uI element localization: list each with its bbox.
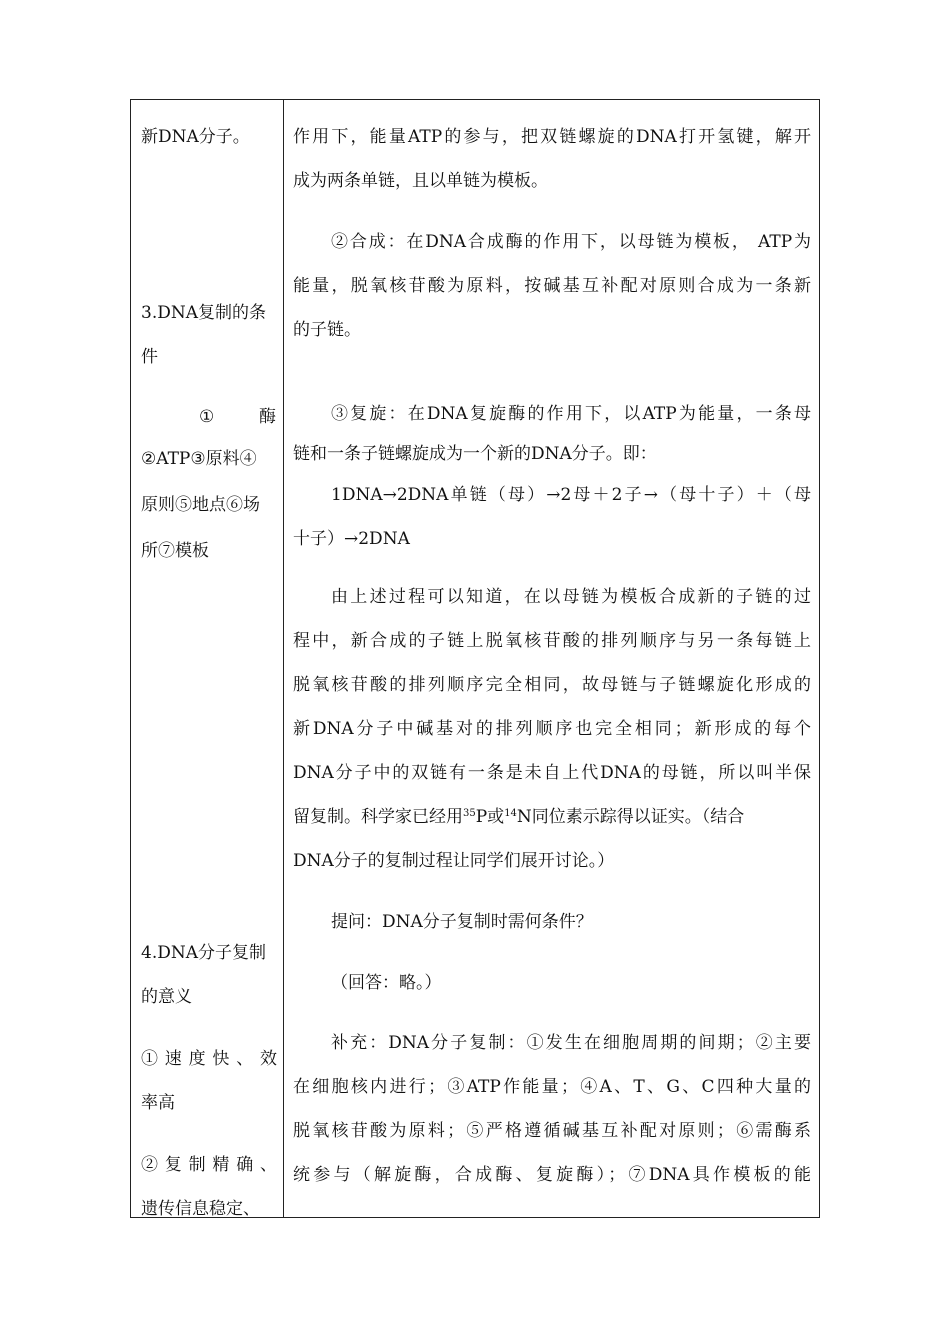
left-text-word: 酶 xyxy=(259,407,276,427)
body-text-line: 能量，脱氧核苷酸为原料，按碱基互补配对原则合成为一条新 xyxy=(293,276,811,296)
left-text-line: ②ATP③原料④ xyxy=(141,449,257,469)
body-text-line: 在细胞核内进行；③ATP作能量；④A、T、G、C四种大量的 xyxy=(293,1077,811,1097)
left-text-line: 率高 xyxy=(141,1093,175,1113)
body-text-line: 脱氧核苷酸为原料；⑤严格遵循碱基互补配对原则；⑥需酶系 xyxy=(293,1121,811,1141)
body-text-line: ②合成：在DNA合成酶的作用下，以母链为模板， ATP为 xyxy=(331,232,811,252)
body-text-line: 成为两条单链，且以单链为模板。 xyxy=(293,171,548,191)
body-text-line: 链和一条子链螺旋成为一个新的DNA分子。即： xyxy=(293,444,657,464)
body-text-line: 由上述过程可以知道，在以母链为模板合成新的子链的过 xyxy=(331,587,811,607)
content-table xyxy=(130,99,820,1218)
left-text-line: 遗传信息稳定、 xyxy=(141,1199,260,1219)
superscript-mass-number: 14 xyxy=(504,808,517,819)
body-text-line: 补充：DNA分子复制：①发生在细胞周期的间期；②主要 xyxy=(331,1033,811,1053)
section-heading-significance: 4.DNA分子复制 xyxy=(141,943,267,963)
body-text-line: ③复旋：在DNA复旋酶的作用下，以ATP为能量，一条母 xyxy=(331,404,811,424)
circled-number: ① xyxy=(199,407,215,427)
answer-line: （回答：略。） xyxy=(331,973,442,993)
body-text-line: 脱氧核苷酸的排列顺序完全相同，故母链与子链螺旋化形成的 xyxy=(293,675,811,695)
body-text-line: 的子链。 xyxy=(293,320,361,340)
body-text-line: DNA分子中的双链有一条是未自上代DNA的母链，所以叫半保 xyxy=(293,763,811,783)
body-text-line: 统参与（解旋酶，合成酶、复旋酶）；⑦DNA具作模板的能 xyxy=(293,1165,811,1185)
body-text-line: 作用下，能量ATP的参与，把双链螺旋的DNA打开氢键，解开 xyxy=(293,127,811,147)
left-text-line: 新DNA分子。 xyxy=(141,127,250,147)
left-text-line: 所⑦模板 xyxy=(141,541,209,561)
question-line: 提问：DNA分子复制时需何条件？ xyxy=(331,912,593,932)
equation-line: 1DNA→2DNA单链（母）→2母＋2子→（母十子）＋（母 xyxy=(331,485,811,505)
body-text-line: 程中，新合成的子链上脱氧核苷酸的排列顺序与另一条每链上 xyxy=(293,631,811,651)
left-text-line: 的意义 xyxy=(141,987,192,1007)
left-text-line: 原则⑤地点⑥场 xyxy=(141,495,260,515)
left-text-line: 件 xyxy=(141,347,158,367)
text-run: N同位素示踪得以证实。（结合 xyxy=(516,807,745,827)
section-heading-conditions: 3.DNA复制的条 xyxy=(141,303,267,323)
equation-line: 十子）→2DNA xyxy=(293,529,410,549)
left-text-line: ①速度快、效 xyxy=(141,1049,277,1069)
text-run: 留复制。科学家已经用 xyxy=(293,807,463,827)
text-run: P或 xyxy=(475,807,505,827)
text-segment xyxy=(293,795,744,839)
column-divider xyxy=(283,100,284,1217)
left-text-line: ②复制精确、 xyxy=(141,1155,277,1175)
body-text-line-isotopes xyxy=(293,795,811,839)
body-text-line: DNA分子的复制过程让同学们展开讨论。） xyxy=(293,851,615,871)
body-text-line: 新DNA分子中碱基对的排列顺序也完全相同；新形成的每个 xyxy=(293,719,811,739)
superscript-mass-number: 35 xyxy=(463,808,476,819)
